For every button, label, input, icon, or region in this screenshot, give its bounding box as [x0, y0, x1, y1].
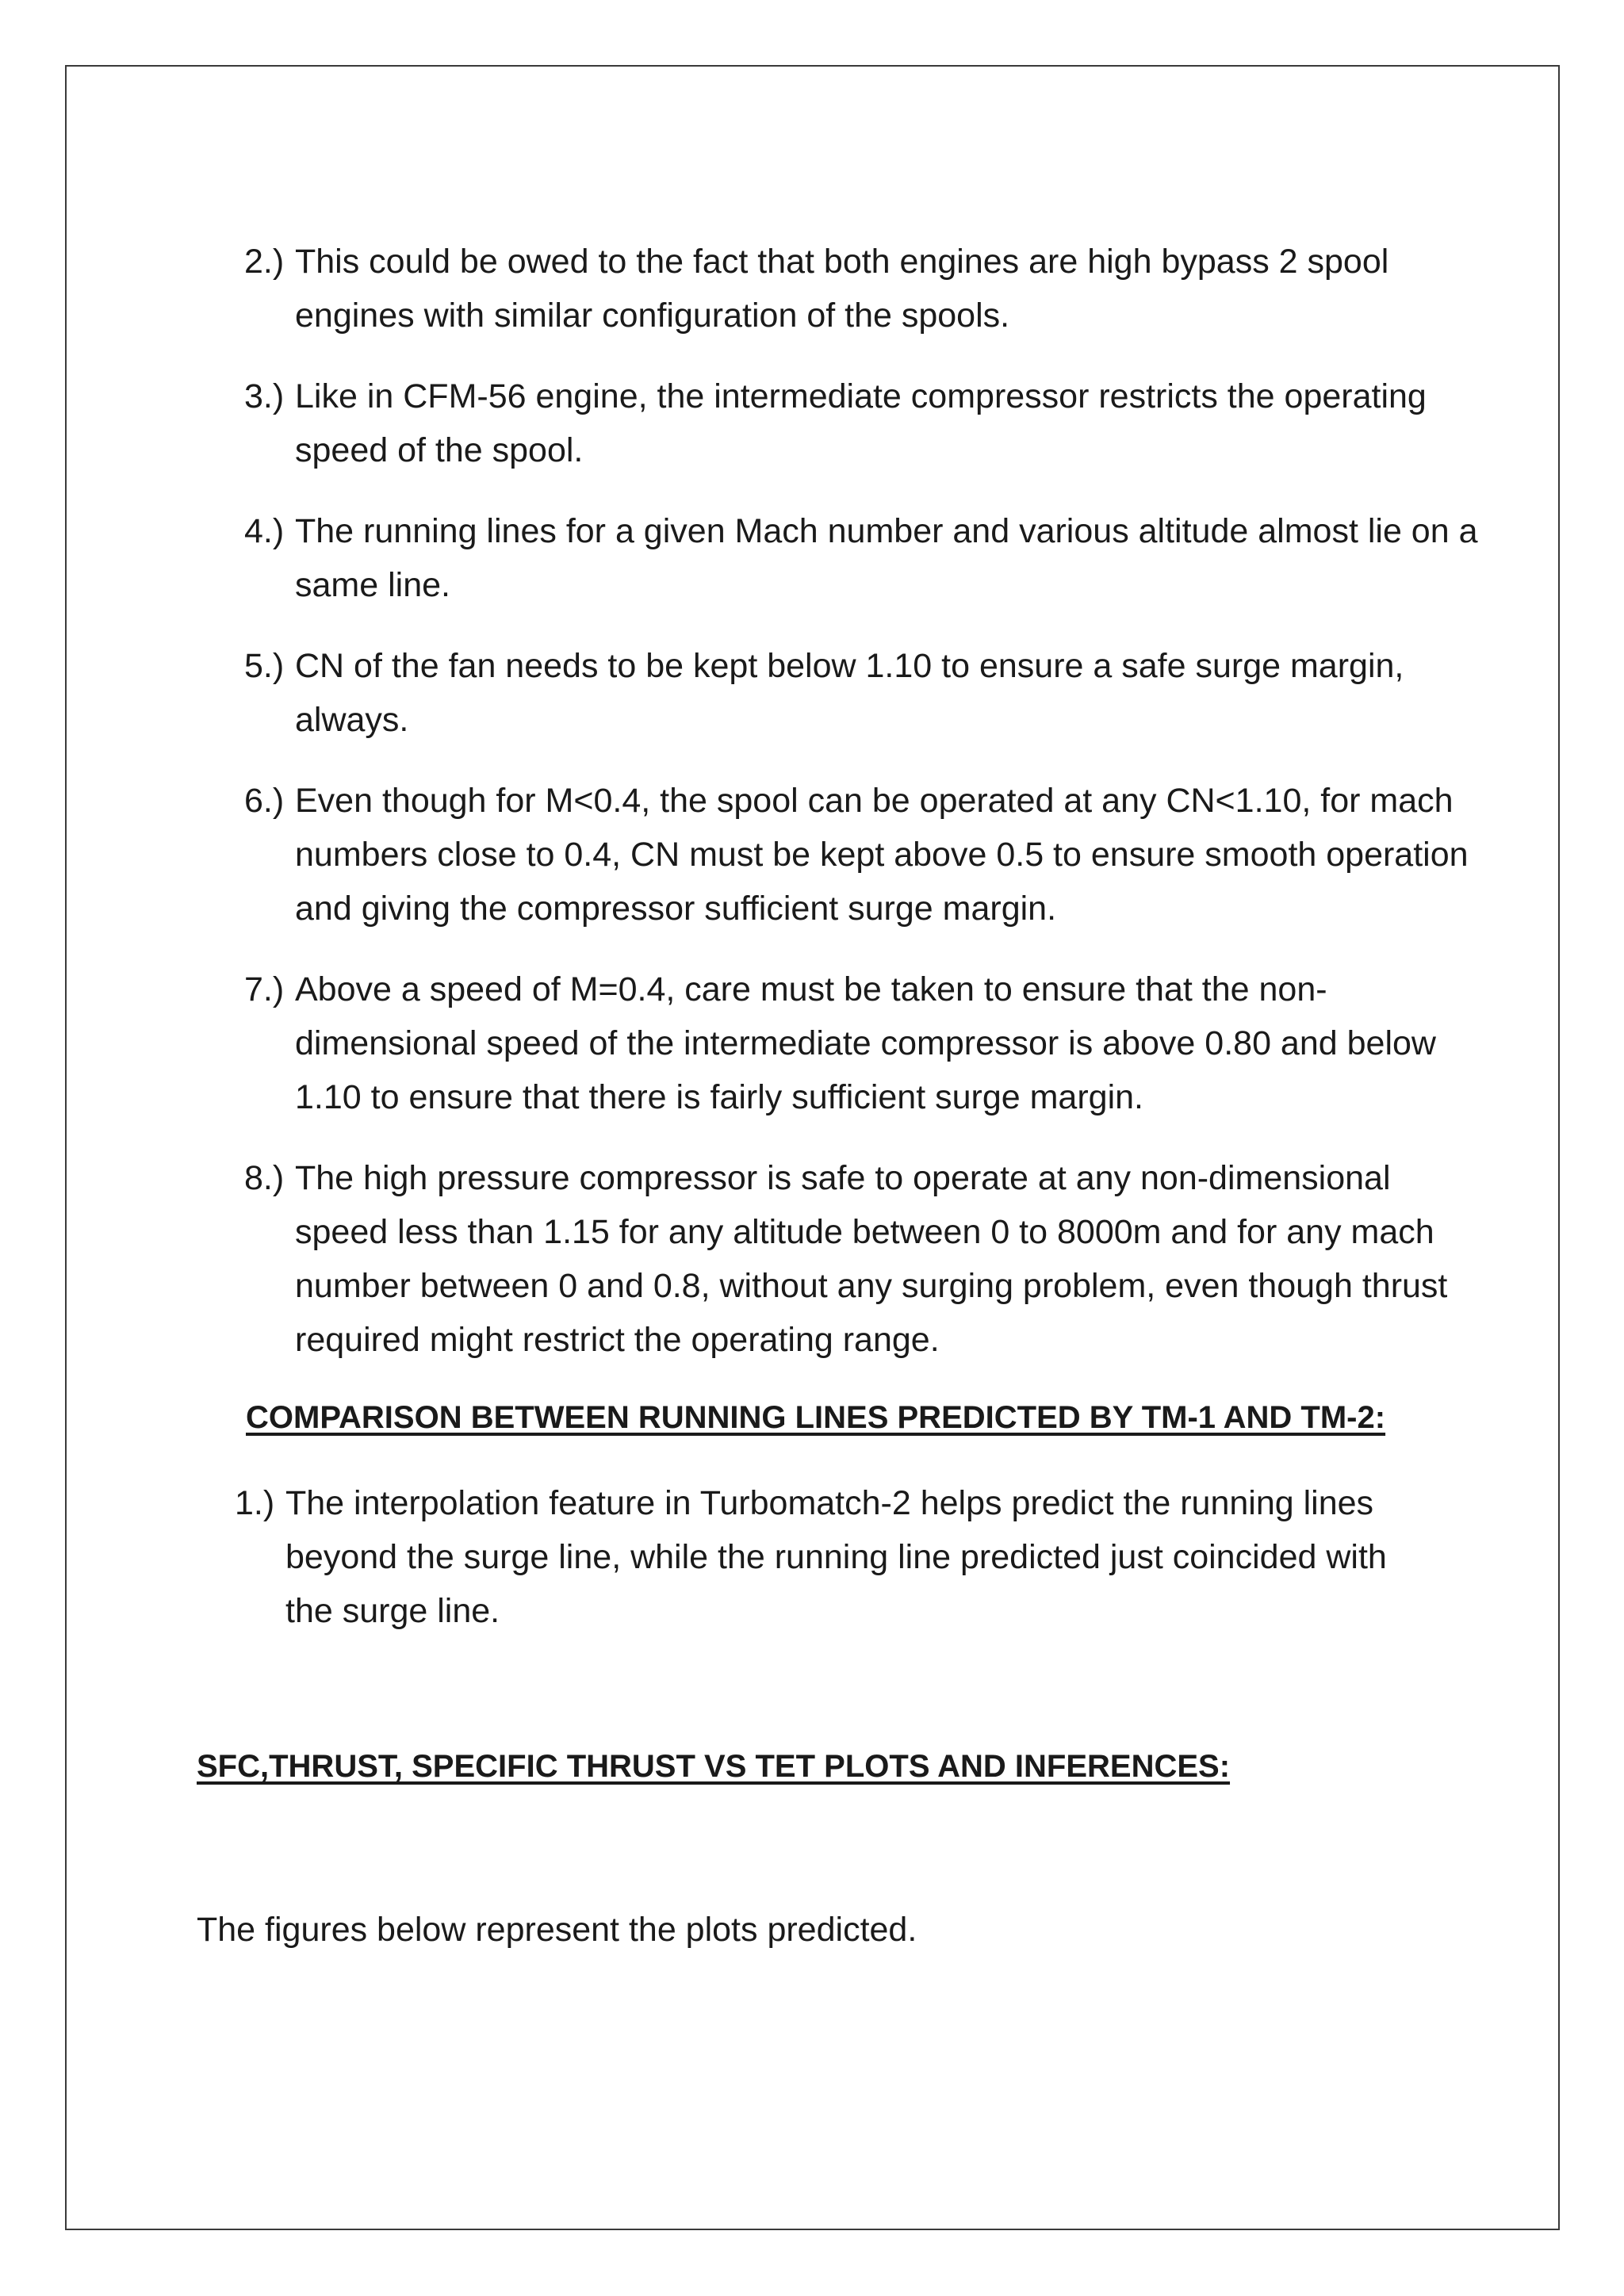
comparison-list-item-1 [235, 1476, 1408, 1638]
comparison-heading: COMPARISON BETWEEN RUNNING LINES PREDICTED BY TM-1 AND TM-2: [246, 1400, 1386, 1435]
list-item-number: 7.) [244, 970, 285, 1008]
list-item-text: The running lines for a given Mach number and various altitude almost lie on a same line. [295, 512, 1478, 604]
list-item-4 [244, 504, 1481, 612]
closing-paragraph: The figures below represent the plots predicted. [197, 1911, 917, 1949]
list-item-2 [244, 235, 1481, 342]
list-item-7 [244, 962, 1481, 1124]
list-item-8 [244, 1151, 1481, 1367]
list-item-number: 6.) [244, 782, 285, 820]
list-item-number: 3.) [244, 377, 285, 415]
list-item-text: The high pressure compressor is safe to operate at any non-dimensional speed less than 1.15 for any altitude between 0 to 8000m and for any mach number between 0 and 0.8, without any surging problem, even though thrust required might restrict the operating range. [295, 1159, 1448, 1359]
list-item-text: Even though for M<0.4, the spool can be operated at any CN<1.10, for mach numbers close to 0.4, CN must be kept above 0.5 to ensure smooth operation and giving the compressor sufficient surge margin. [295, 782, 1469, 928]
list-item-6 [244, 774, 1481, 936]
list-item-number: 5.) [244, 647, 285, 685]
sfc-section-heading: SFC,THRUST, SPECIFIC THRUST VS TET PLOTS AND INFERENCES: [197, 1749, 1231, 1784]
list-item-number: 8.) [244, 1159, 285, 1197]
list-item-text: Above a speed of M=0.4, care must be taken to ensure that the non-dimensional speed of the intermediate compressor is above 0.80 and below 1.10 to ensure that there is fairly sufficient surge margin. [295, 970, 1436, 1116]
list-item-number: 2.) [244, 243, 285, 281]
list-item-text: CN of the fan needs to be kept below 1.10 to ensure a safe surge margin, always. [295, 647, 1404, 739]
list-item-text: This could be owed to the fact that both engines are high bypass 2 spool engines with similar configuration of the spools. [295, 243, 1389, 335]
list-item-number: 4.) [244, 512, 285, 550]
list-item-5 [244, 639, 1481, 747]
list-item-number: 1.) [235, 1484, 275, 1522]
list-item-text: Like in CFM-56 engine, the intermediate compressor restricts the operating speed of the spool. [295, 377, 1427, 469]
list-item-3 [244, 369, 1481, 477]
list-item-text: The interpolation feature in Turbomatch-2 helps predict the running lines beyond the surge line, while the running line predicted just coincided with the surge line. [285, 1484, 1387, 1630]
